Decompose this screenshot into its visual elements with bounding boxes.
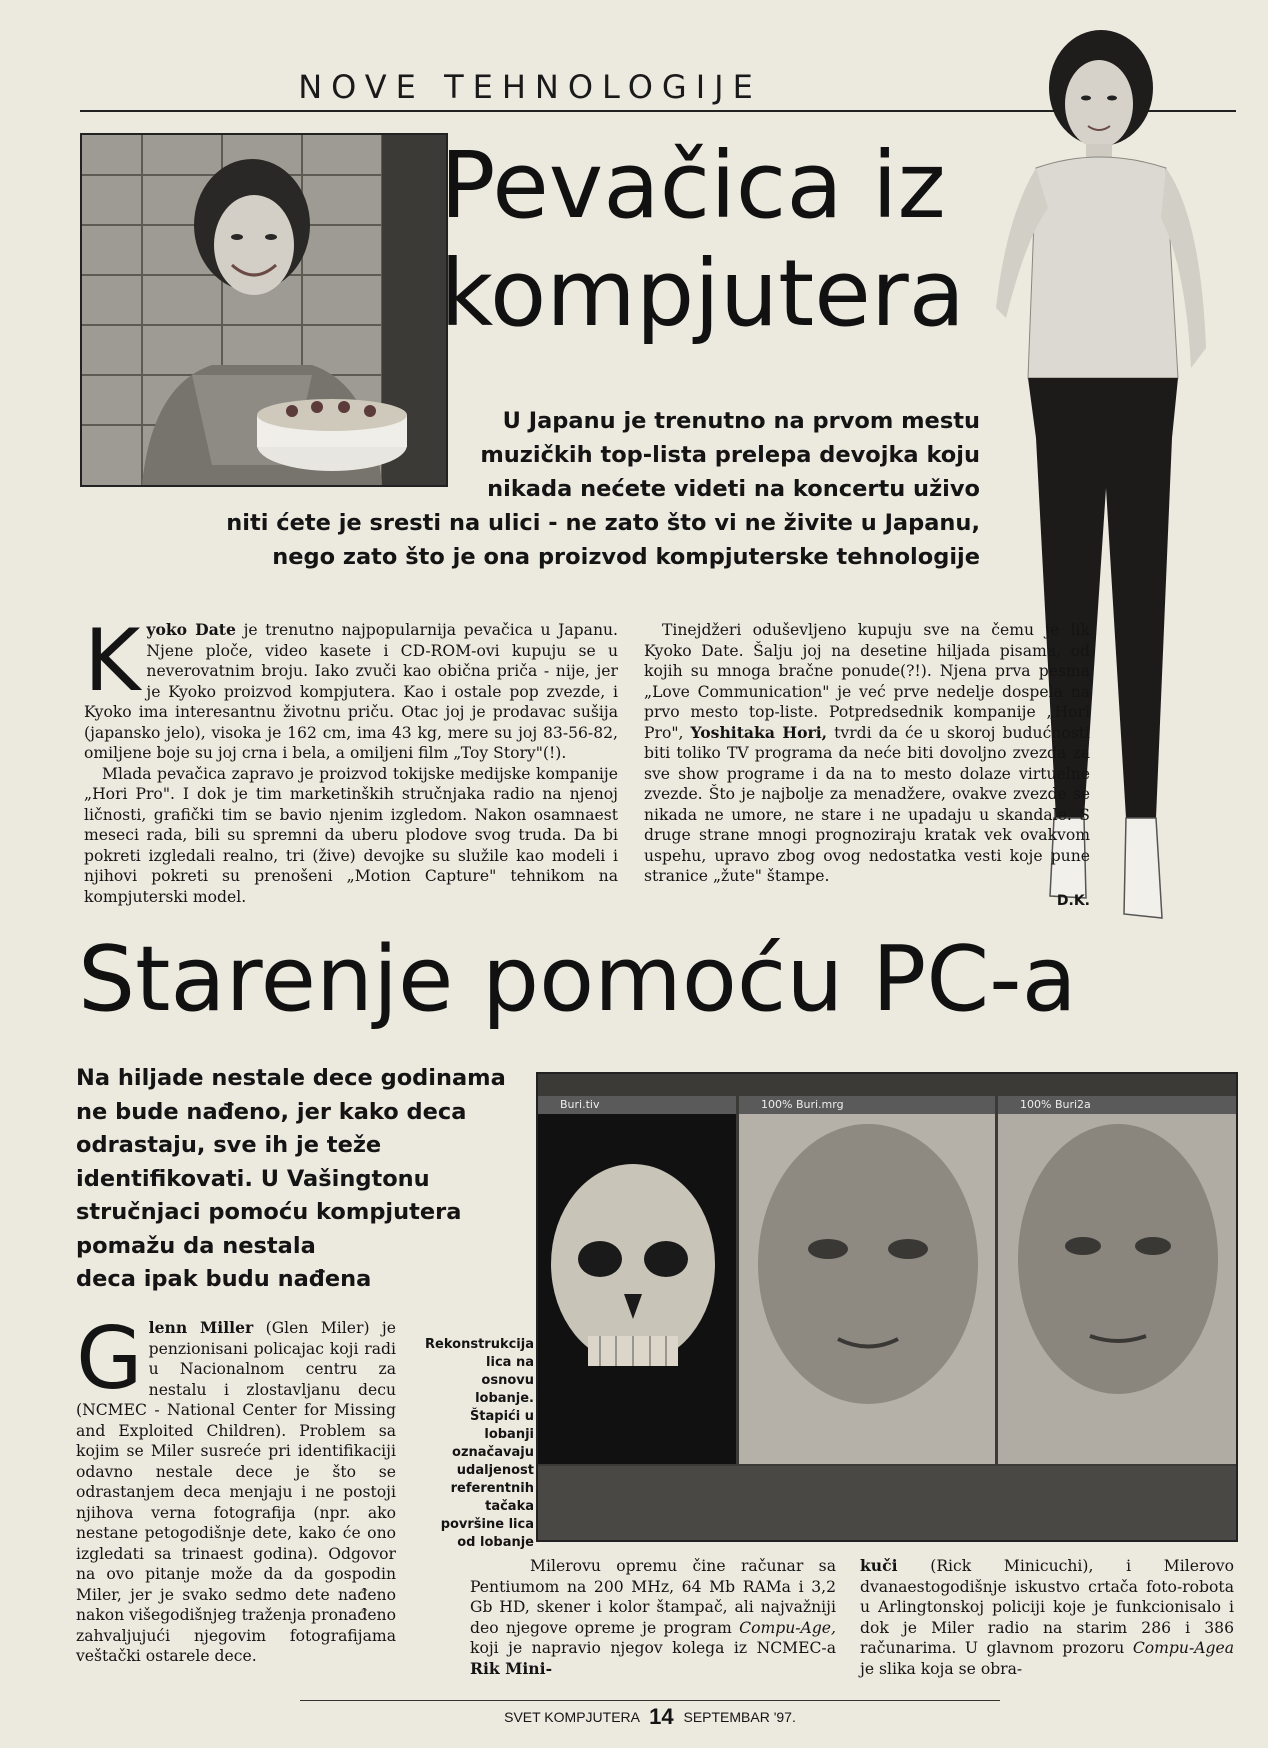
- bold-name: Rik Mini-: [470, 1658, 553, 1678]
- caption-line: udaljenost: [456, 1463, 534, 1478]
- caption-line: Štapići u: [469, 1409, 534, 1424]
- article2-lede-line: deca ipak budu nađena: [76, 1266, 372, 1292]
- caption-line: lica na: [486, 1355, 534, 1370]
- program-name: Compu-Agea: [1132, 1639, 1234, 1657]
- caption-line: lobanji: [484, 1427, 534, 1442]
- article2-lede-line: Na hiljade nestale dece godinama: [76, 1065, 506, 1091]
- skull-aging-illustration: [538, 1074, 1236, 1540]
- paragraph-text: Tinejdžeri oduševljeno kupuju sve na čemu je lik Kyoko Date. Šalju joj na desetine hiljada pisama, od kojih su mnoga bračne ponude(?!). Njena prva pesma „Love Communication" je već prve nedelje dospela na prvo mesto top-liste. Potpredsednik kompanije „Hori Pro",: [644, 621, 1090, 742]
- article1-paragraph: Mlada pevačica zapravo je proizvod tokijske medijske kompanije „Hori Pro". I dok je tim marketinških stručnjaka radio na njenoj ličnosti, grafički tim se bavio njenim izgledom. Nakon osamnaest meseci rada, bili su spremni da uberu plodove svog truda. Da bi pokreti izgledali realno, tri (žive) devojke su služile kao modeli i njihovi pokreti su prenošeni „Motion Capture" tehnikom na kompjuterski model.: [84, 764, 618, 906]
- article2-title: Starenje pomoću PC-a: [78, 927, 1077, 1032]
- article2-paragraph: [470, 1556, 836, 1679]
- bold-name: kuči: [860, 1556, 898, 1575]
- dropcap: G: [76, 1309, 143, 1409]
- bold-name: Yoshitaka Hori,: [690, 722, 828, 742]
- article2-lede-line: pomažu da nestala: [76, 1232, 316, 1259]
- caption-line: Rekonstrukcija: [425, 1337, 534, 1352]
- footer-issue: SEPTEMBAR '97.: [683, 1709, 796, 1725]
- footer-rule: [300, 1700, 1000, 1701]
- article1-paragraph: [644, 620, 1090, 887]
- paragraph-text: Milerovu opremu čine računar sa Pentiumom na 200 MHz, 64 Mb RAMa i 3,2 Gb HD, skener i kolor štampač, ali najvažniji deo njegove opreme je program: [470, 1557, 836, 1637]
- article1-lede-line: nego zato što je ona proizvod kompjuterske tehnologije: [272, 544, 980, 570]
- article2-lede-line: ne bude nađeno, jer kako deca: [76, 1098, 467, 1125]
- window-titlebar: 100% Buri2a: [998, 1096, 1236, 1114]
- paragraph-text: koji je napravio njegov kolega iz NCMEC-a: [470, 1639, 836, 1657]
- paragraph-text: tvrdi da će u skoroj budućnosti biti toliko TV programa da neće biti dovoljno zvezda za sve show programe i da na to mesto dolaze virtuelne zvezde. Što je najbolje za menadžere, ovakve zvezde se nikada ne umore, ne stare i ne upadaju u skandale. S druge strane mnogi prognoziraju kratak vek ovakvom uspehu, upravo zbog ovog nedostatka vesti koje pune stranice „žute" štampe.: [644, 723, 1090, 885]
- article1-column-1: [84, 611, 618, 907]
- article2-lede-line: odrastaju, sve ih je teže: [76, 1132, 382, 1158]
- article2-column-2: [470, 1556, 836, 1679]
- program-name: Compu-Age,: [739, 1618, 836, 1637]
- footer-magazine: SVET KOMPJUTERA: [504, 1709, 640, 1725]
- author-signature: D.K.: [1056, 892, 1090, 909]
- caption-line: lobanje.: [475, 1391, 534, 1406]
- caption-line: osnovu: [481, 1373, 534, 1388]
- caption-line: od lobanje: [457, 1535, 534, 1550]
- dropcap: K: [84, 611, 141, 711]
- window-titlebar: 100% Buri.mrg: [739, 1096, 995, 1114]
- lead-bold: yoko Date: [146, 620, 236, 639]
- paragraph-text: (Glen Miler) je penzionisani policajac koji radi u Nacionalnom centru za nestalu i zlostavljanu decu (NCMEC - National Center for Missing and Exploited Children). Problem sa kojim se Miler susreće pri identifikaciji odavno nestale dece je što se odrastanjem deca menjaju i ne postoji njihova verna fotografija (npr. ako nestane petogodišnje dete, kako će ono izgledati sa trinaest godina). Odgovor na ovo pitanje može da da gospodin Miler, jer je svako sedmo dete nađeno nakon višegodišnjeg traženja pronađeno zahvaljujući njegovim fotografijama veštački ostarele dece.: [76, 1319, 396, 1665]
- caption-line: referentnih: [450, 1481, 534, 1496]
- article1-paragraph: [84, 611, 618, 764]
- caption-line: tačaka: [485, 1499, 534, 1514]
- article2-paragraph: [860, 1556, 1234, 1679]
- article2-lede-line: stručnjaci pomoću kompjutera: [76, 1199, 462, 1225]
- paragraph-text: (Rick Minicuchi), i Milerovo dvanaestogodišnje iskustvo crtača foto-robota u Arlingtonskoj policiji koje je funkcionisalo i dok je Miler radio na starim 286 i 386 računarima. U glavnom prozoru: [860, 1557, 1234, 1657]
- article1-title: Pevačica iz kompjutera: [440, 132, 966, 347]
- article1-lede-line: niti ćete je sresti na ulici - ne zato što vi ne živite u Japanu,: [226, 510, 980, 536]
- caption-line: označavaju: [452, 1445, 534, 1460]
- photo-caption: [408, 1336, 534, 1552]
- article1-column-2: [644, 620, 1090, 911]
- window-titlebar: Buri.tiv: [538, 1096, 736, 1114]
- article2-paragraph: [76, 1309, 396, 1667]
- article2-column-3: [860, 1556, 1234, 1679]
- caption-line: površine lica: [440, 1517, 534, 1532]
- article2-lede-line: identifikovati. U Vašingtonu: [76, 1165, 430, 1192]
- page-footer: [300, 1704, 1000, 1730]
- section-label: NOVE TEHNOLOGIJE: [298, 68, 762, 106]
- compu-age-screenshot: [536, 1072, 1238, 1542]
- article1-lede-line: muzičkih top-lista prelepa devojka koju: [480, 442, 980, 468]
- article1-lede-line: U Japanu je trenutno na prvom mestu: [502, 408, 980, 434]
- article2-column-1: [76, 1309, 396, 1667]
- paragraph-text: je trenutno najpopularnija pevačica u Japanu. Njene ploče, video kasete i CD-ROM-ovi kupuju se u neverovatnim broju. Iako zvuči kao obična priča - nije, jer je Kyoko proizvod kompjutera. Kao i ostale pop zvezde, i Kyoko ima interesantnu životnu priču. Otac joj je prodavac sušija (japansko jelo), visoka je 162 cm, ima 43 kg, mere su joj 83-56-82, omiljene boje su joj crna i bela, a omiljeni film „Toy Story"(!).: [84, 621, 618, 762]
- article2-lede: [76, 1062, 516, 1297]
- article1-lede-line: nikada nećete videti na koncertu uživo: [487, 476, 980, 502]
- lead-bold: lenn Miller: [148, 1318, 254, 1337]
- page-number: 14: [649, 1704, 674, 1729]
- paragraph-text: je slika koja se obra-: [860, 1659, 1023, 1678]
- article1-lede: [180, 404, 980, 574]
